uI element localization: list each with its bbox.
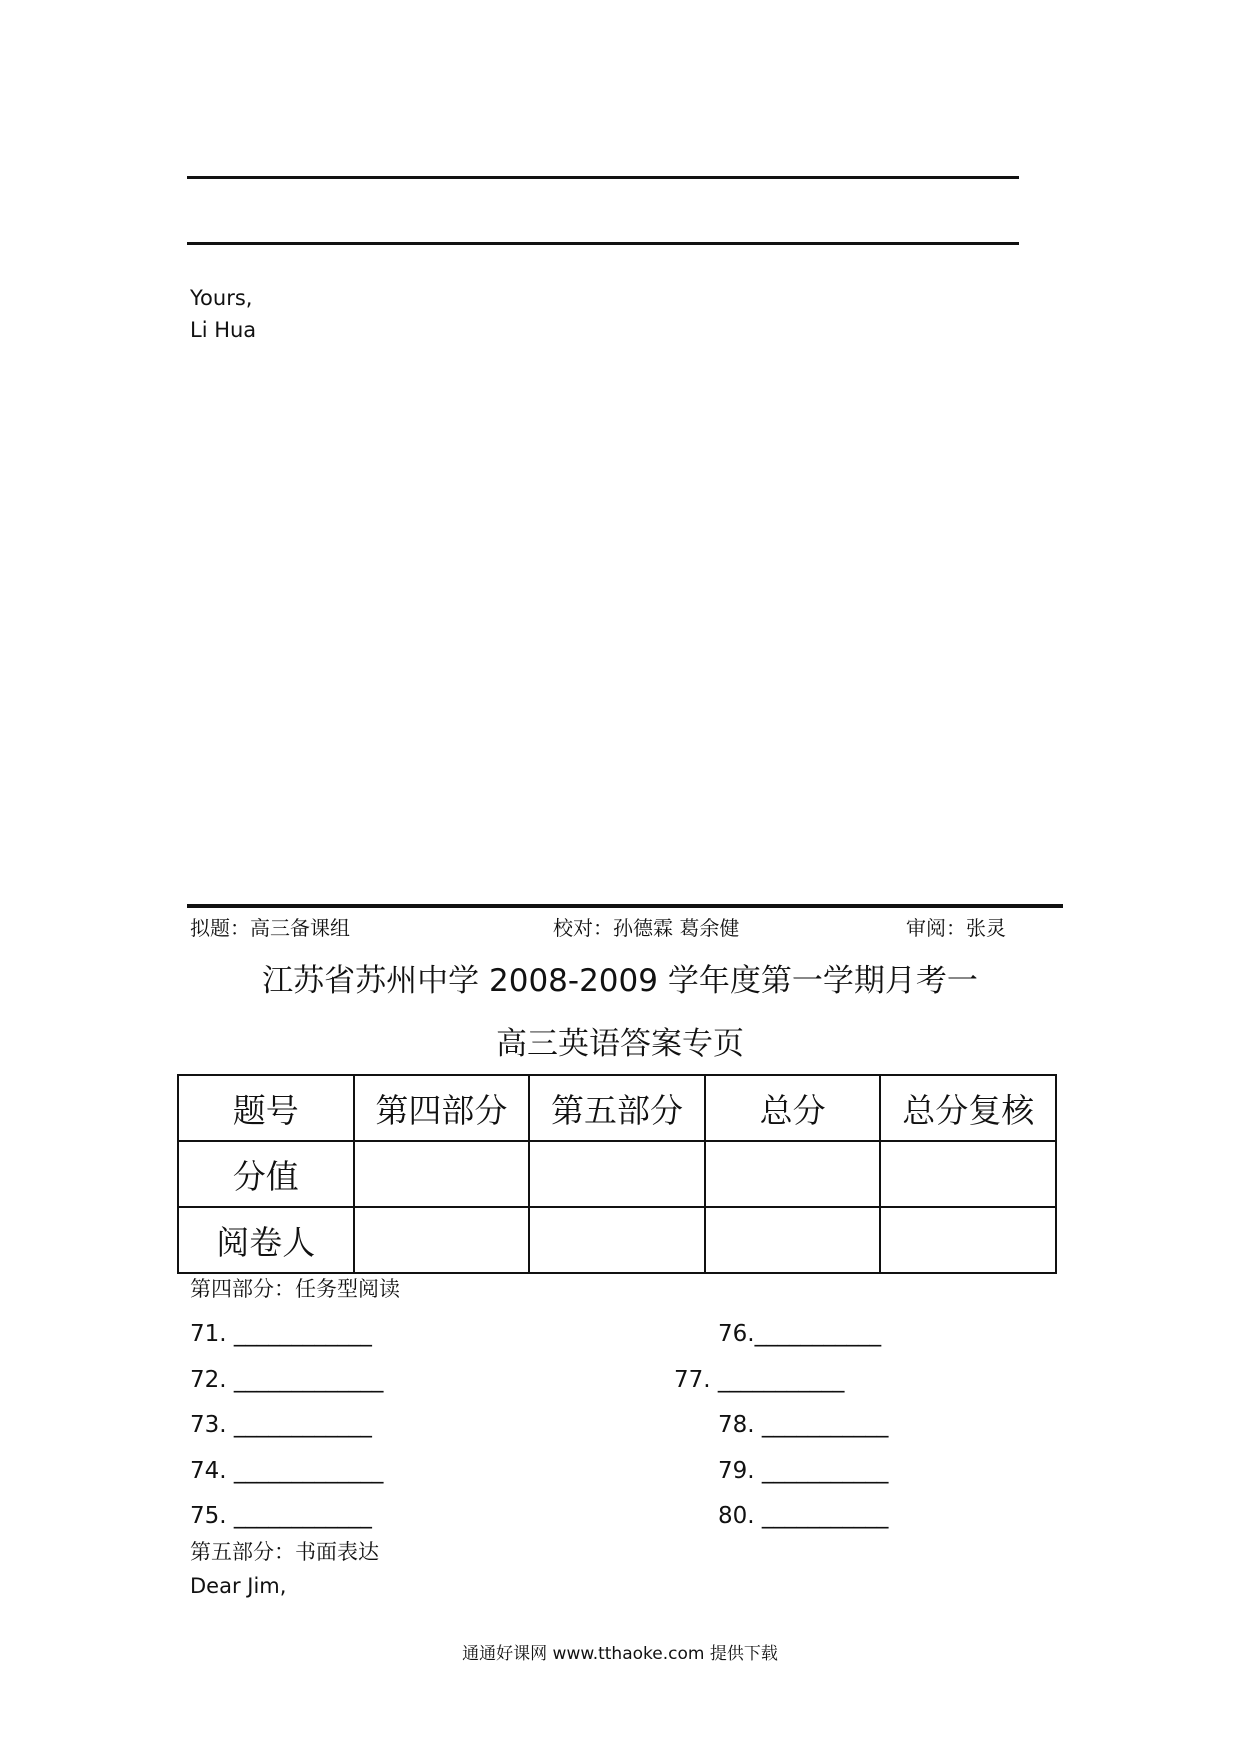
answer-72[interactable]: 72. _____________ — [190, 1367, 384, 1393]
header-cell: 第四部分 — [354, 1075, 530, 1141]
answer-74[interactable]: 74. _____________ — [190, 1458, 384, 1484]
header-cell: 题号 — [178, 1075, 354, 1141]
score-cell[interactable] — [705, 1141, 881, 1207]
letter-salutation: Dear Jim, — [190, 1574, 287, 1598]
answer-80[interactable]: 80. ___________ — [718, 1503, 889, 1529]
part4-title: 第四部分：任务型阅读 — [190, 1277, 400, 1301]
row-label: 阅卷人 — [178, 1207, 354, 1273]
score-cell[interactable] — [529, 1141, 705, 1207]
score-table-header — [178, 1075, 1056, 1141]
table-row — [178, 1207, 1056, 1273]
exam-title: 江苏省苏州中学 2008-2009 学年度第一学期月考一 — [262, 963, 978, 999]
score-cell[interactable] — [880, 1141, 1056, 1207]
part5-title: 第五部分：书面表达 — [190, 1540, 379, 1564]
writing-line-1 — [187, 176, 1019, 179]
meta-reviewer: 审阅：张灵 — [906, 916, 1006, 940]
header-cell: 第五部分 — [529, 1075, 705, 1141]
row-label: 分值 — [178, 1141, 354, 1207]
meta-author: 拟题：高三备课组 — [190, 916, 350, 940]
answer-78[interactable]: 78. ___________ — [718, 1412, 889, 1438]
grader-cell[interactable] — [705, 1207, 881, 1273]
grader-cell[interactable] — [354, 1207, 530, 1273]
writing-line-2 — [187, 242, 1019, 245]
answer-71[interactable]: 71. ____________ — [190, 1321, 372, 1347]
header-cell: 总分复核 — [880, 1075, 1056, 1141]
answer-79[interactable]: 79. ___________ — [718, 1458, 889, 1484]
score-cell[interactable] — [354, 1141, 530, 1207]
answer-77[interactable]: 77. ___________ — [674, 1367, 845, 1393]
grader-cell[interactable] — [529, 1207, 705, 1273]
meta-proofreader: 校对：孙德霖 葛余健 — [553, 916, 740, 940]
letter-closing: Yours, — [190, 286, 253, 310]
letter-signature: Li Hua — [190, 318, 257, 342]
section-divider — [187, 904, 1063, 908]
grader-cell[interactable] — [880, 1207, 1056, 1273]
header-cell: 总分 — [705, 1075, 881, 1141]
page-footer: 通通好课网 www.tthaoke.com 提供下载 — [462, 1644, 778, 1664]
score-table — [177, 1074, 1057, 1274]
answer-73[interactable]: 73. ____________ — [190, 1412, 372, 1438]
answer-76[interactable]: 76.___________ — [718, 1321, 882, 1347]
table-row — [178, 1141, 1056, 1207]
answer-sheet-title: 高三英语答案专页 — [496, 1026, 744, 1062]
answer-75[interactable]: 75. ____________ — [190, 1503, 372, 1529]
